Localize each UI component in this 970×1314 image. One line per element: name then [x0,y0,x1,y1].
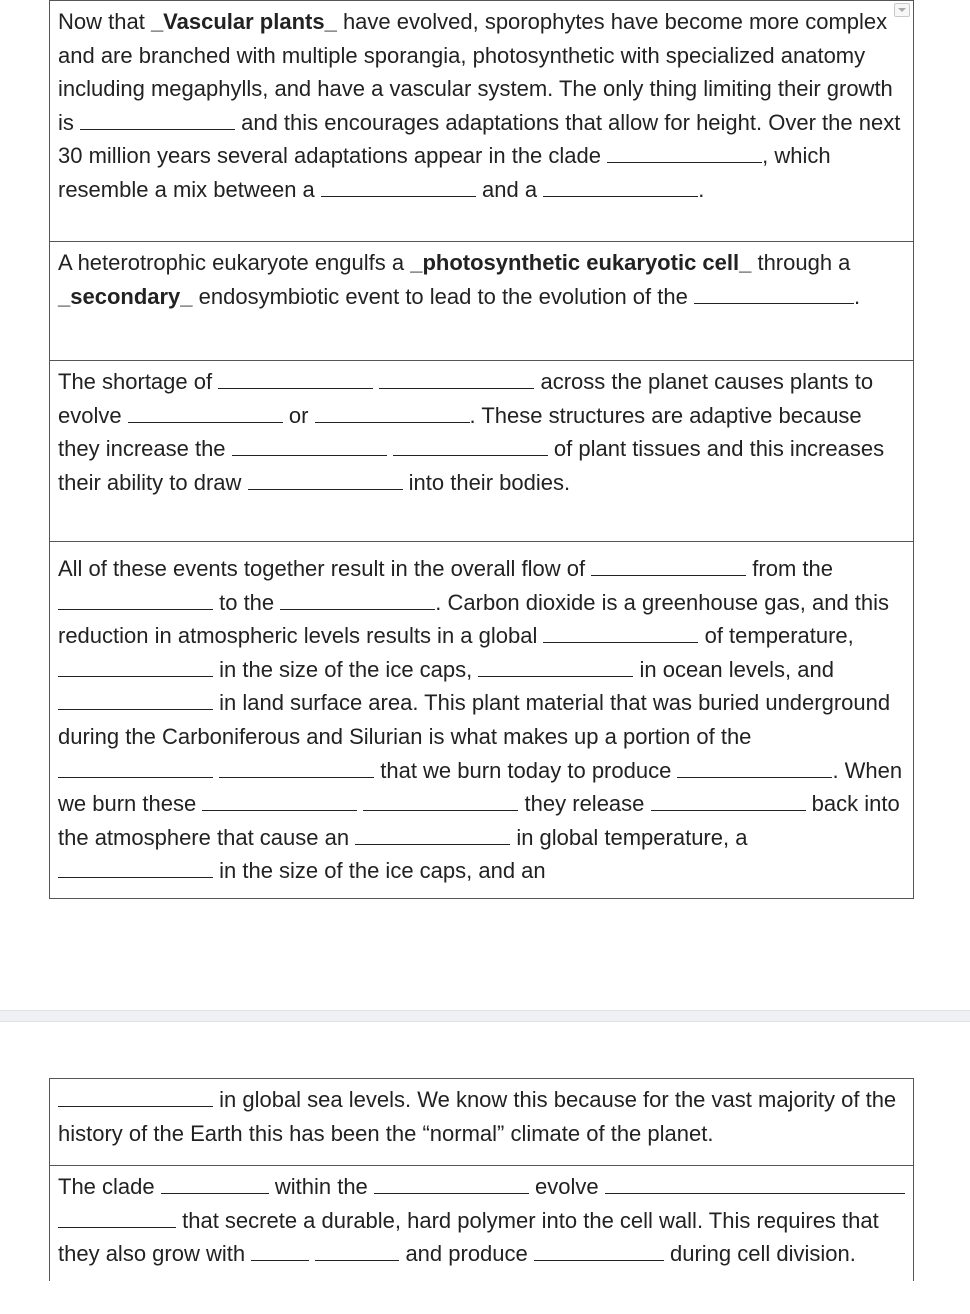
bold-answer: _secondary_ [58,283,193,309]
answer-blank[interactable] [58,675,213,677]
answer-blank[interactable] [80,128,235,130]
cell-text: in the size of the ice caps, [213,656,479,682]
table-row [50,242,914,361]
cell-text: A heterotrophic eukaryote engulfs a [58,250,411,275]
cell-text [357,791,363,816]
question-cell-carbon-flow [50,542,914,899]
answer-blank[interactable] [651,809,806,811]
answer-blank[interactable] [591,574,746,576]
cell-text: or [282,402,315,428]
answer-blank[interactable] [280,608,435,610]
cell-text [213,758,219,783]
question-cell-clade [50,1166,914,1281]
answer-blank[interactable] [58,1105,213,1107]
cell-text: back into the atmosphere that cause an [58,791,900,850]
answer-blank[interactable] [374,1192,529,1194]
bold-answer: _Vascular plants_ [150,9,337,34]
cell-text [309,1241,315,1266]
answer-blank[interactable] [534,1259,664,1261]
worksheet-table-2 [49,1078,914,1281]
answer-blank[interactable] [218,387,373,389]
question-cell-sea-levels [50,1079,914,1166]
cell-text: in global sea levels. We know this because for the vast majority of the history of the Earth this has been the “normal” climate of the planet. [58,1087,897,1146]
cell-text: . [698,176,705,202]
cell-text: in ocean levels, and [633,656,834,682]
answer-blank[interactable] [202,809,357,811]
cell-text: . [853,283,861,309]
answer-blank[interactable] [58,1226,176,1228]
cell-text: . When we burn these [58,757,903,817]
question-cell-shortage [50,361,914,542]
cell-text [387,436,393,461]
answer-blank[interactable] [58,708,213,710]
cell-text: The shortage of [58,369,219,394]
answer-blank[interactable] [543,641,698,643]
answer-blank[interactable] [128,421,283,423]
cell-text: that secrete a durable, hard polymer into the cell wall. This requires that they also grow with [58,1207,879,1267]
answer-blank[interactable] [775,1192,905,1194]
cell-text: from the [746,556,833,581]
answer-blank[interactable] [58,876,213,878]
cell-text: and produce [399,1241,534,1267]
answer-blank[interactable] [219,776,374,778]
cell-text: to the [213,589,281,615]
answer-blank[interactable] [355,843,510,845]
answer-blank[interactable] [677,776,832,778]
cell-text: , which resemble a mix between a [58,143,831,202]
page-separator [0,1010,970,1022]
answer-blank[interactable] [478,675,633,677]
cell-text: of plant tissues and this increases their ability to draw [58,436,885,495]
answer-blank[interactable] [232,454,387,456]
table-row [50,542,914,899]
question-cell-vascular-plants [50,1,914,242]
cell-text: . Carbon dioxide is a greenhouse gas, and this reduction in atmospheric levels results in a global [58,589,890,649]
cell-text: and this encourages adaptations that allow for height. Over the next 30 million years several adaptations appear in the clade [58,109,901,169]
answer-blank[interactable] [315,1259,399,1261]
answer-blank[interactable] [605,1192,775,1194]
cell-text: across the planet causes plants to evolve [58,369,874,428]
answer-blank[interactable] [315,421,470,423]
cell-text: endosymbiotic event to lead to the evolution of the [192,283,694,309]
cell-text [373,369,379,394]
worksheet-table-1 [49,0,914,899]
answer-blank[interactable] [58,776,213,778]
question-cell-endosymbiosis [50,242,914,361]
cell-text: Now that [58,9,151,34]
cell-text: All of these events together result in the overall flow of [58,556,592,581]
table-row [50,1,914,242]
cell-text: and a [475,176,544,202]
answer-blank[interactable] [58,608,213,610]
cell-text: of temperature, [698,623,854,649]
answer-blank[interactable] [694,302,854,304]
cell-text: into their bodies. [402,469,571,495]
table-row [50,1166,914,1281]
answer-blank[interactable] [543,195,698,197]
cell-text: they release [518,791,651,817]
cell-text: in land surface area. This plant material that was buried underground during the Carboniferous and Silurian is what makes up a portion of the [58,690,891,749]
answer-blank[interactable] [248,488,403,490]
answer-blank[interactable] [379,387,534,389]
answer-blank[interactable] [161,1192,269,1194]
answer-blank[interactable] [363,809,518,811]
answer-blank[interactable] [393,454,548,456]
cell-text: in the size of the ice caps, and an [213,858,546,884]
cell-text: have evolved, sporophytes have become more complex and are branched with multiple sporangia, photosynthetic with specialized anatomy including megaphylls, and have a vascular system. The only thing limiting their growth is [58,9,893,135]
bold-answer: _photosynthetic eukaryotic cell_ [410,250,752,275]
cell-text: that we burn today to produce [374,757,678,783]
cell-text: through a [751,250,851,275]
cell-text: in global temperature, a [510,824,748,850]
cell-text: evolve [528,1174,605,1199]
answer-blank[interactable] [321,195,476,197]
cell-text: during cell division. [663,1241,856,1267]
answer-blank[interactable] [607,161,762,163]
cell-text: within the [268,1174,374,1199]
document-page-2 [0,1022,970,1314]
cell-text: The clade [58,1174,161,1199]
cell-text: . These structures are adaptive because they increase the [58,402,862,462]
table-row [50,361,914,542]
answer-blank[interactable] [251,1259,309,1261]
table-row [50,1079,914,1166]
